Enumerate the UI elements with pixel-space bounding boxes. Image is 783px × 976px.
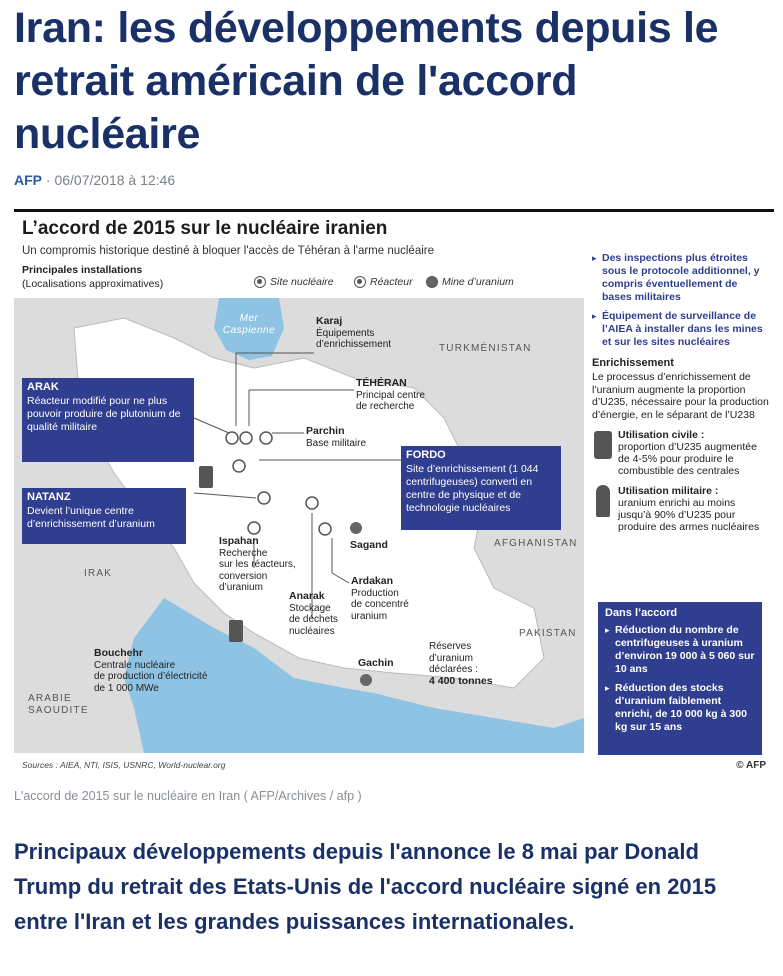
- dans-title: Dans l’accord: [605, 607, 678, 619]
- legend-site-label: Site nucléaire: [270, 276, 334, 288]
- label-bouchehr: Bouchehr Centrale nucléaire de production d’électricité de 1 000 MWe: [94, 647, 208, 694]
- infographic-title: L’accord de 2015 sur le nucléaire iranien: [22, 218, 388, 239]
- enrich-text: Le processus d’enrichissement de l’uranium augmente la proportion d’U235, nécessaire pour la production d’énergie, en le séparant de l’U238: [592, 371, 769, 421]
- bullet-surveillance: ▸ Équipement de surveillance de l’AIEA à installer dans les mines et sur les sites nucléaires: [592, 310, 770, 349]
- nuclear-site-icon: [254, 276, 266, 288]
- sources: Sources : AIEA, NTI, ISIS, USNRC, World-nuclear.org: [22, 760, 226, 770]
- bomb-icon: [596, 485, 610, 517]
- publish-date: · 06/07/2018 à 12:46: [45, 172, 176, 188]
- iran-map: [14, 298, 584, 753]
- legend-reactor-label: Réacteur: [370, 276, 413, 288]
- label-karaj: Karaj Équipements d’enrichissement: [316, 315, 392, 350]
- box-natanz: NATANZ Devient l’unique centre d’enrichissement d’uranium: [22, 488, 186, 544]
- source-link[interactable]: AFP: [14, 172, 42, 188]
- label-teheran: TÉHÉRAN Principal centre de recherche: [356, 377, 425, 412]
- country-turkmenistan: TURKMÉNISTAN: [439, 343, 532, 354]
- box-arak: ARAK Réacteur modifié pour ne plus pouvoir produire de plutonium de qualité militaire: [22, 378, 194, 462]
- dans-item-stocks: ▸ Réduction des stocks d’uranium faiblement enrichi, de 10 000 kg à 300 kg sur 15 ans: [605, 682, 755, 734]
- legend-mine: [426, 276, 514, 288]
- box-fordo: FORDO Site d’enrichissement (1 044 centrifugeuses) converti en centre de physique et de technologie nucléaires: [401, 446, 561, 530]
- enrich-title: Enrichissement: [592, 357, 674, 369]
- legend-reactor: [354, 276, 413, 288]
- country-irak: IRAK: [84, 568, 113, 579]
- label-isfahan: Ispahan Recherche sur les réacteurs, conversion d’uranium: [219, 535, 296, 593]
- image-caption: L'accord de 2015 sur le nucléaire en Iran ( AFP/Archives / afp ): [14, 789, 362, 803]
- article-headline: Iran: les développements depuis le retrait américain de l'accord nucléaire: [14, 4, 719, 158]
- reactor-icon: [354, 276, 366, 288]
- infographic[interactable]: [14, 209, 774, 779]
- country-afghanistan: AFGHANISTAN: [494, 538, 578, 549]
- country-arabie: ARABIE SAOUDITE: [28, 693, 89, 716]
- article-lead: Principaux développements depuis l'annonce le 8 mai par Donald Trump du retrait des Etats-Unis de l'accord nucléaire signé en 2015 entre l'Iran et les grandes puissances internationales.: [14, 839, 717, 934]
- country-pakistan: PAKISTAN: [519, 628, 577, 639]
- barrel-icon: [594, 431, 612, 459]
- civil-use: Utilisation civile : proportion d’U235 augmentée de 4-5% pour produire le combustible des centrales: [592, 429, 770, 477]
- dans-item-centrifuges: ▸ Réduction du nombre de centrifugeuses à uranium d’environ 19 000 à 5 060 sur 10 ans: [605, 624, 755, 676]
- legend-title: Principales installations: [22, 264, 143, 276]
- legend-subtitle: (Localisations approximatives): [22, 278, 164, 290]
- label-ardakan: Ardakan Production de concentré uranium: [351, 575, 409, 622]
- label-reserves: Réserves d’uranium déclarées : 4 400 tonnes: [429, 641, 493, 687]
- infographic-subtitle: Un compromis historique destiné à bloquer l'accès de Téhéran à l'arme nucléaire: [22, 245, 435, 257]
- uranium-mine-icon: [426, 276, 438, 288]
- side-panel: [592, 252, 770, 533]
- label-parchin: Parchin Base militaire: [306, 425, 367, 449]
- label-sagand: Sagand: [350, 539, 388, 551]
- legend-site: [254, 276, 334, 288]
- dans-accord-box: [598, 602, 762, 755]
- bullet-inspections: ▸ Des inspections plus étroites sous le protocole additionnel, y compris éventuellement de bases militaires: [592, 252, 770, 304]
- byline: [14, 172, 175, 188]
- caspian-label: Mer Caspienne: [222, 313, 276, 336]
- label-gachin: Gachin: [358, 657, 394, 669]
- afp-credit: © AFP: [736, 760, 766, 771]
- legend-mine-label: Mine d’uranium: [442, 276, 514, 288]
- label-anarak: Anarak Stockage de déchets nucléaires: [289, 590, 338, 637]
- military-use: Utilisation militaire : uranium enrichi au moins jusqu’à 90% d’U235 pour produire des armes nucléaires: [592, 485, 770, 533]
